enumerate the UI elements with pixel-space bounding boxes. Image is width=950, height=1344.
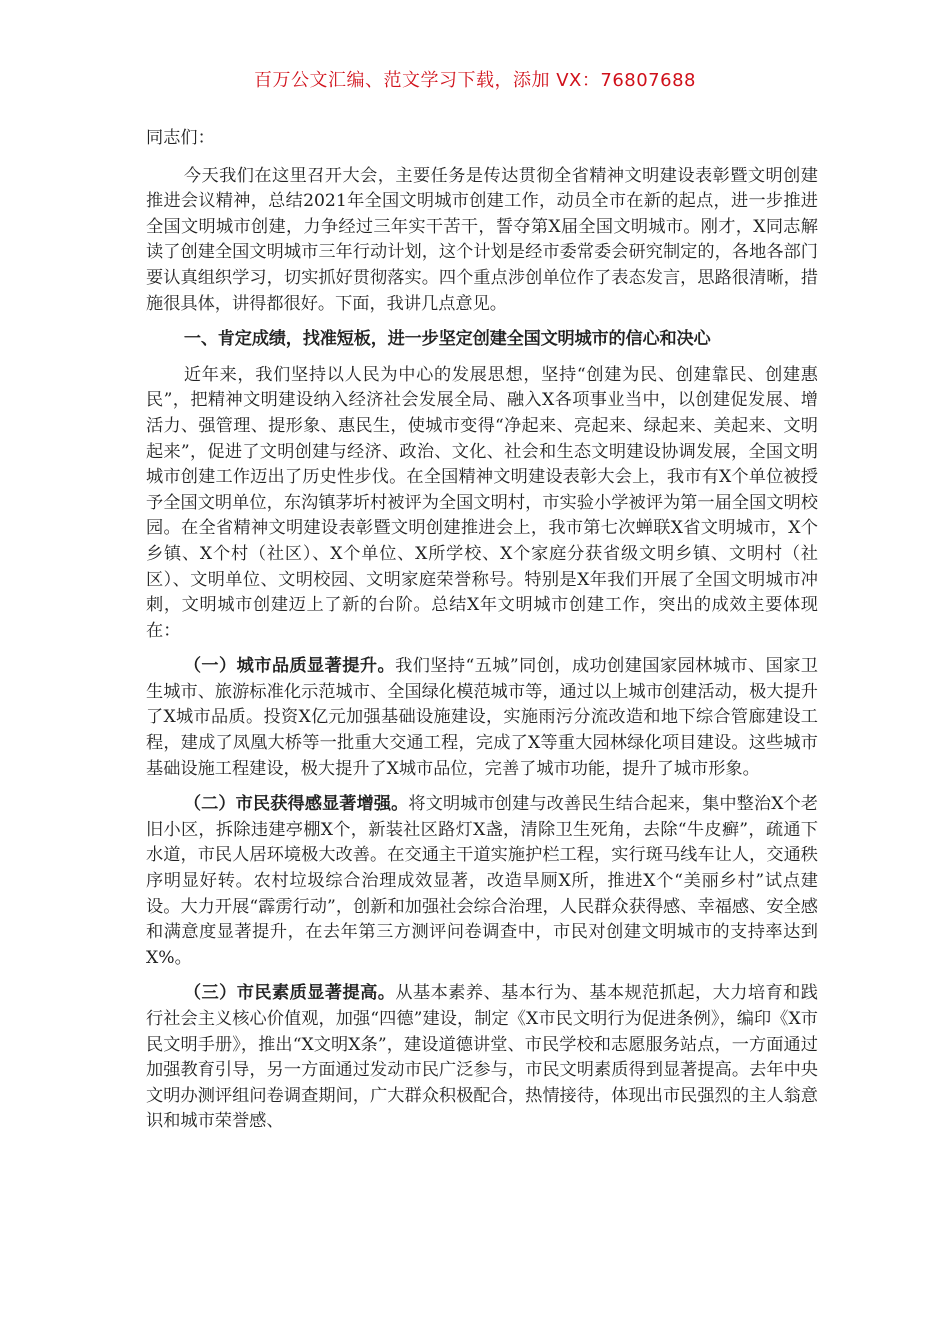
item-body-1: 我们坚持“五城”同创，成功创建国家园林城市、国家卫生城市、旅游标准化示范城市、全国绿化模范城市等，通过以上城市创建活动，极大提升了X城市品质。投资X亿元加强基础设施建设，实施雨污分流改造和地下综合管廊建设工程，建成了凤凰大桥等一批重大交通工程，完成了X等重大园林绿化项目建设。这些城市基础设施工程建设，极大提升了X城市品位，完善了城市功能，提升了城市形象。 bbox=[146, 656, 818, 779]
document-body bbox=[146, 126, 818, 1145]
item-paragraph-1 bbox=[146, 654, 818, 782]
section-heading: 一、肯定成绩，找准短板，进一步坚定创建全国文明城市的信心和决心 bbox=[183, 329, 711, 350]
item-title-1: （一）城市品质显著提升。 bbox=[183, 656, 396, 677]
item-body-3: 从基本素养、基本行为、基本规范抓起，大力培育和践行社会主义核心价值观，加强“四德”建设，制定《X市民文明行为促进条例》，编印《X市民文明手册》，推出“X文明X条”，建设道德讲堂、市民学校和志愿服务站点，一方面通过加强教育引导，另一方面通过发动市民广泛参与，市民文明素质得到显著提高。去年中央文明办测评组问卷调查期间，广大群众积极配合，热情接待，体现出市民强烈的主人翁意识和城市荣誉感、 bbox=[146, 983, 818, 1132]
header-banner: 百万公文汇编、范文学习下载，添加 VX：76807688 bbox=[254, 70, 696, 91]
item-title-2: （二）市民获得感显著增强。 bbox=[183, 794, 409, 815]
item-paragraph-2 bbox=[146, 792, 818, 971]
item-body-2: 将文明城市创建与改善民生结合起来，集中整治X个老旧小区，拆除违建亭棚X个，新装社区路灯X盏，清除卫生死角，去除“牛皮癣”，疏通下水道，市民人居环境极大改善。在交通主干道实施护栏工程，实行斑马线车让人，交通秩序明显好转。农村垃圾综合治理成效显著，改造旱厕X所，推进X个“美丽乡村”试点建设。大力开展“霹雳行动”，创新和加强社会综合治理，人民群众获得感、幸福感、安全感和满意度显著提升，在去年第三方测评问卷调查中，市民对创建文明城市的支持率达到X%。 bbox=[146, 794, 818, 968]
greeting: 同志们： bbox=[146, 128, 215, 148]
item-title-3: （三）市民素质显著提高。 bbox=[183, 983, 396, 1004]
item-paragraph-3 bbox=[146, 981, 818, 1135]
section-paragraph: 近年来，我们坚持以人民为中心的发展思想，坚持“创建为民、创建靠民、创建惠民”，把精神文明建设纳入经济社会发展全局、融入X各项事业当中，以创建促发展、增活力、强管理、提形象、惠民生，使城市变得“净起来、亮起来、绿起来、美起来、文明起来”，促进了文明创建与经济、政治、文化、社会和生态文明建设协调发展，全国文明城市创建工作迈出了历史性步伐。在全国精神文明建设表彰大会上，我市有X个单位被授予全国文明单位，东沟镇茅圻村被评为全国文明村，市实验小学被评为第一届全国文明校园。在全省精神文明建设表彰暨文明创建推进会上，我市第七次蝉联X省文明城市，X个乡镇、X个村（社区）、X个单位、X所学校、X个家庭分获省级文明乡镇、文明村（社区）、文明单位、文明校园、文明家庭荣誉称号。特别是X年我们开展了全国文明城市冲刺，文明城市创建迈上了新的台阶。总结X年文明城市创建工作，突出的成效主要体现在： bbox=[146, 364, 818, 641]
intro-paragraph: 今天我们在这里召开大会，主要任务是传达贯彻全省精神文明建设表彰暨文明创建推进会议精神，总结2021年全国文明城市创建工作，动员全市在新的起点，进一步推进全国文明城市创建，力争经过三年实干苦干，誓夺第X届全国文明城市。刚才，X同志解读了创建全国文明城市三年行动计划，这个计划是经市委常委会研究制定的，各地各部门要认真组织学习，切实抓好贯彻落实。四个重点涉创单位作了表态发言，思路很清晰，措施很具体，讲得都很好。下面，我讲几点意见。 bbox=[146, 165, 818, 314]
